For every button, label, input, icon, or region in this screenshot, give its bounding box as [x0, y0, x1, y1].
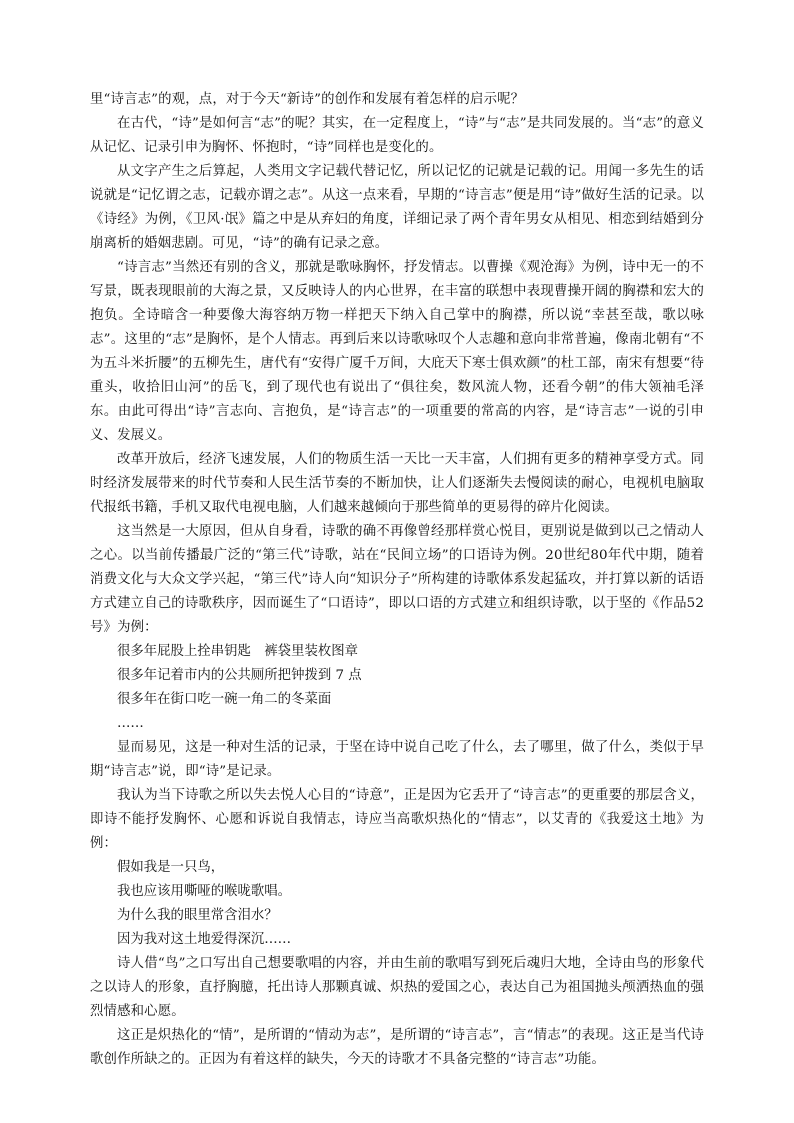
- paragraph-intro-question: 里“诗言志”的观，点，对于今天“新诗”的创作和发展有着怎样的启示呢？: [90, 92, 525, 107]
- paragraph-ancient-poetry: 在古代，“诗”是如何言“志”的呢？其实，在一定程度上，“诗”与“志”是共同发展的。当“志”的意义从记忆、记录引申为胸怀、怀抱时，“诗”同样也是变化的。: [90, 116, 704, 155]
- poem-line: 因为我对这土地爱得深沉……: [117, 932, 292, 947]
- poem-quote-yujian: [90, 640, 704, 736]
- poem-ellipsis: ……: [117, 716, 144, 731]
- poem-quote-aiqing: [90, 856, 704, 952]
- paragraph-expressing-aspiration: “诗言志”当然还有别的含义，那就是歌咏胸怀，抒发情志。以曹操《观沧海》为例，诗中无一的不写景，既表现眼前的大海之景，又反映诗人的内心世界，在丰富的联想中表现曹操开阔的胸襟和宏大的抱负。全诗暗含一种要像大海容纳万物一样把天下纳入自己掌中的胸襟，所以说“幸甚至哉，歌以咏志”。这里的“志”是胸怀，是个人情志。再到后来以诗歌咏叹个人志趣和意向非常普遍，像南北朝有“不为五斗米折腰”的五柳先生，唐代有“安得广厦千万间，大庇天下寒士俱欢颜”的杜工部，南宋有想要“待重头，收拾旧山河”的岳飞，到了现代也有说出了“俱往矣，数风流人物，还看今朝”的伟大领袖毛泽东。由此可得出“诗”言志向、言抱负，是“诗言志”的一项重要的常高的内容，是“诗言志”一说的引申义、发展义。: [90, 260, 704, 443]
- poem-line: 很多年屁股上拴串钥匙 裤袋里装枚图章: [117, 644, 359, 659]
- paragraph-life-record: 显而易见，这是一种对生活的记录，于坚在诗中说自己吃了什么，去了哪里，做了什么，类似于早期“诗言志”说，即“诗”是记录。: [90, 740, 704, 779]
- paragraph-reform-era: 改革开放后，经济飞速发展，人们的物质生活一天比一天丰富，人们拥有更多的精神享受方式。同时经济发展带来的时代节奏和人民生活节奏的不断加快，让人们逐渐失去慢阅读的耐心，电视机电脑取代报纸书籍，手机又取代电视电脑，人们越来越倾向于那些简单的更易得的碎片化阅读。: [90, 452, 704, 515]
- poem-line: 假如我是一只鸟，: [117, 860, 225, 875]
- paragraph-third-generation: 这当然是一大原因，但从自身看，诗歌的确不再像曾经那样赏心悦目，更别说是做到以己之情动人之心。以当前传播最广泛的“第三代”诗歌，站在“民间立场”的口语诗为例。20世纪80年代中期，随着消费文化与大众文学兴起，“第三代”诗人向“知识分子”所构建的诗歌体系发起猛攻，并打算以新的话语方式建立自己的诗歌秩序，因而诞生了“口语诗”，即以口语的方式建立和组织诗歌，以于坚的《作品52号》为例：: [90, 524, 704, 635]
- poem-line: 我也应该用嘶哑的喉咙歌唱。: [117, 884, 292, 899]
- paragraph-record-meaning: 从文字产生之后算起，人类用文字记载代替记忆，所以记忆的记就是记载的记。用闻一多先生的话说就是“记忆谓之志，记载亦谓之志”。从这一点来看，早期的“诗言志”便是用“诗”做好生活的记录。以《诗经》为例，《卫风·氓》篇之中是从弃妇的角度，详细记录了两个青年男女从相见、相恋到结婚到分崩离析的婚姻悲剧。可见，“诗”的确有记录之意。: [90, 164, 704, 251]
- paragraph-bird-analysis: 诗人借“鸟”之口写出自己想要歌唱的内容，并由生前的歌唱写到死后魂归大地，全诗由鸟的形象代之以诗人的形象，直抒胸臆，托出诗人那颗真诚、炽热的爱国之心，表达自己为祖国抛头颅洒热血的强烈情感和心愿。: [90, 956, 704, 1019]
- paragraph-lost-poetic: 我认为当下诗歌之所以失去悦人心目的“诗意”，正是因为它丢开了“诗言志”的更重要的那层含义，即诗不能抒发胸怀、心愿和诉说自我情志，诗应当高歌炽热化的“情志”，以艾青的《我爱这土地》为例：: [90, 788, 704, 851]
- poem-line: 很多年记着市内的公共厕所把钟拨到 7 点: [117, 668, 362, 683]
- paragraph-conclusion: 这正是炽热化的“情”，是所谓的“情动为志”，是所谓的“诗言志”，言“情志”的表现。这正是当代诗歌创作所缺之的。正因为有着这样的缺失，今天的诗歌才不具备完整的“诗言志”功能。: [90, 1028, 704, 1067]
- poem-line: 很多年在街口吃一碗一角二的冬菜面: [117, 692, 332, 707]
- article-body: [90, 88, 704, 1072]
- poem-line: 为什么我的眼里常含泪水？: [117, 908, 278, 923]
